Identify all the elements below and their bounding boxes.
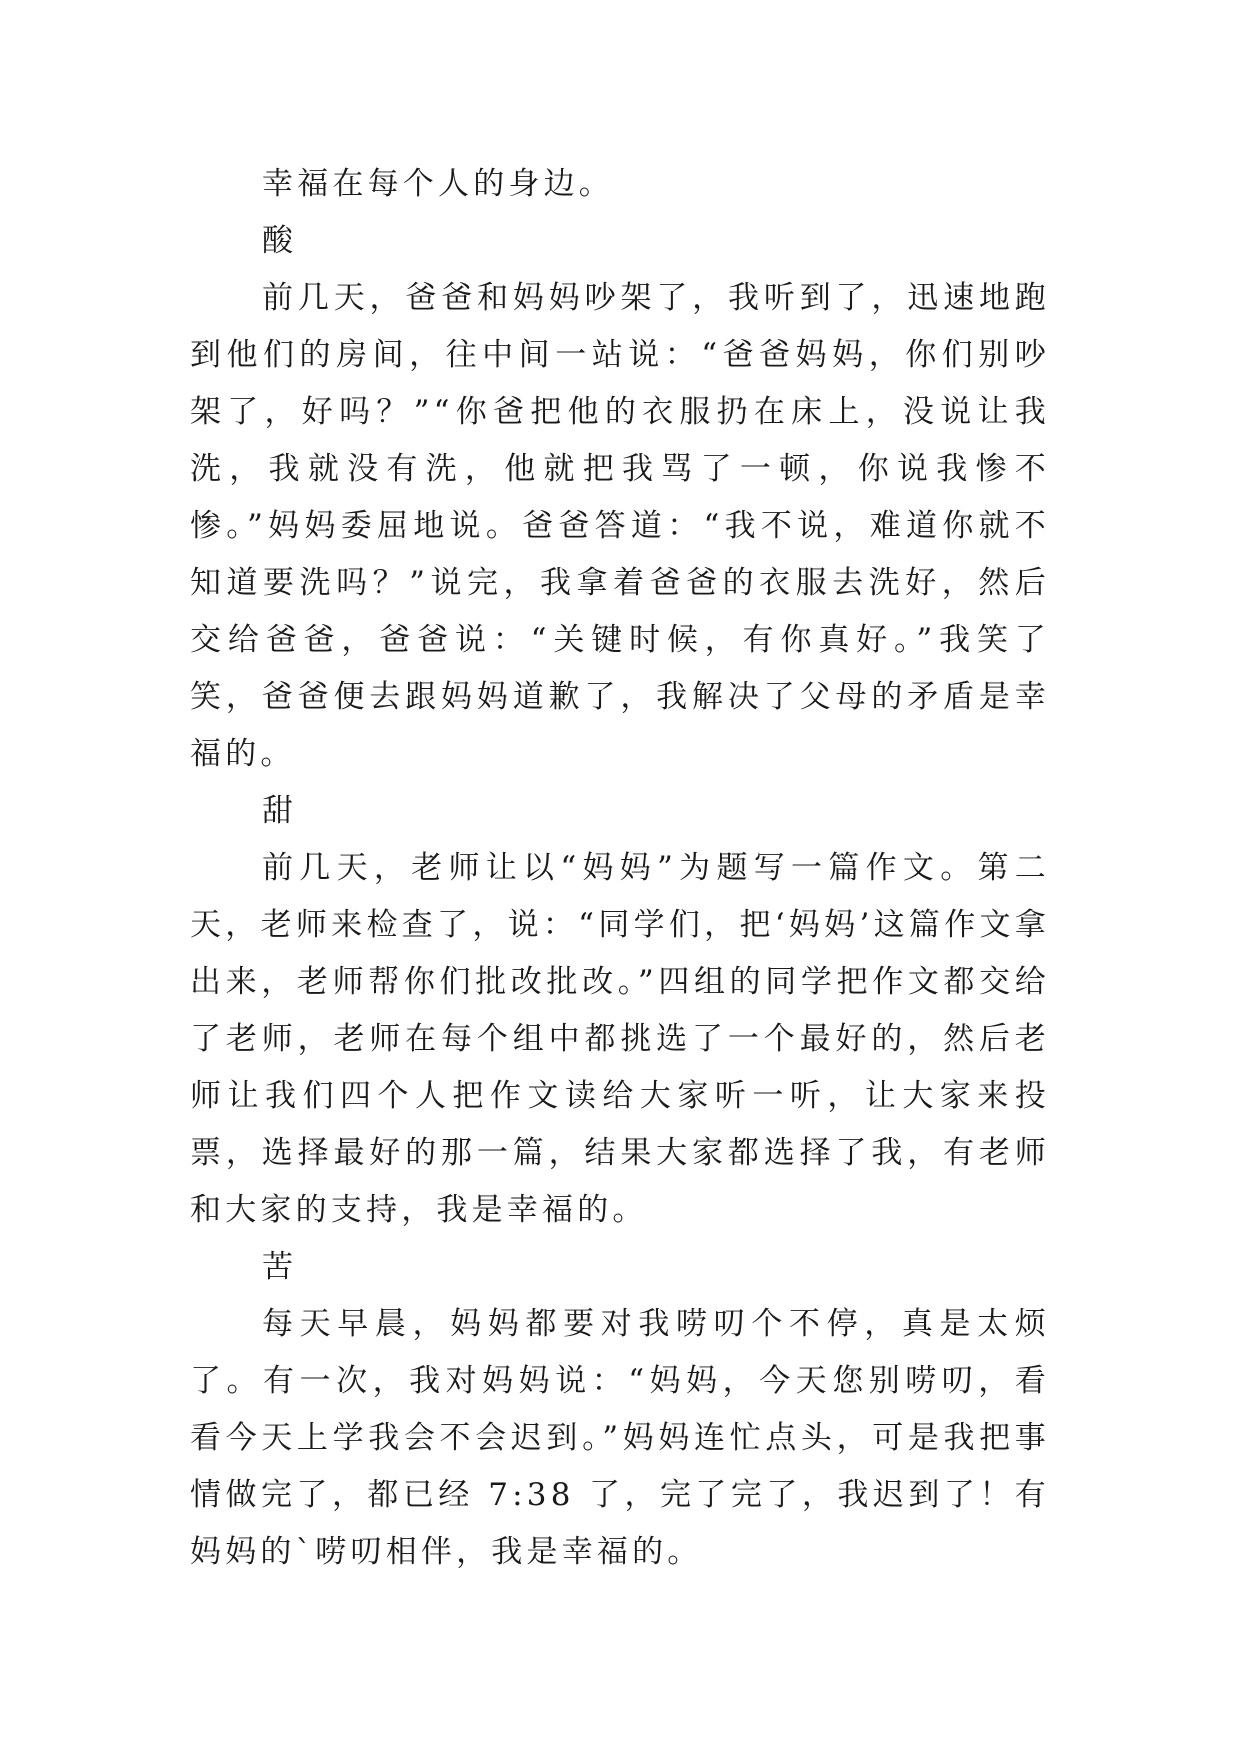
section-heading-sour: 酸 [262,223,298,259]
section-heading-bitter: 苦 [262,1249,298,1285]
paragraph-sweet: 前几天，老师让以“妈妈”为题写一篇作文。第二天，老师来检查了，说：“同学们，把‘妈妈’这篇作文拿出来，老师帮你们批改批改。”四组的同学把作文都交给了老师，老师在每个组中都挑选了一个最好的，然后老师让我们四个人把作文读给大家听一听，让大家来投票，选择最好的那一篇，结果大家都选择了我，有老师和大家的支持，我是幸福的。 [190,850,1050,1228]
section-heading-sweet: 甜 [262,793,298,829]
paragraph-bitter: 每天早晨，妈妈都要对我唠叨个不停，真是太烦了。有一次，我对妈妈说：“妈妈，今天您别唠叨，看看今天上学我会不会迟到。”妈妈连忙点头，可是我把事情做完了，都已经 7:38 了，完了完了，我迟到了！有妈妈的`唠叨相伴，我是幸福的。 [190,1306,1050,1570]
paragraph-sour: 前几天，爸爸和妈妈吵架了，我听到了，迅速地跑到他们的房间，往中间一站说：“爸爸妈妈，你们别吵架了，好吗？”“你爸把他的衣服扔在床上，没说让我洗，我就没有洗，他就把我骂了一顿，你说我惨不惨。”妈妈委屈地说。爸爸答道：“我不说，难道你就不知道要洗吗？”说完，我拿着爸爸的衣服去洗好，然后交给爸爸，爸爸说：“关键时候，有你真好。”我笑了笑，爸爸便去跟妈妈道歉了，我解决了父母的矛盾是幸福的。 [190,280,1050,772]
document-page [190,156,1050,1581]
paragraph-intro: 幸福在每个人的身边。 [262,166,614,202]
